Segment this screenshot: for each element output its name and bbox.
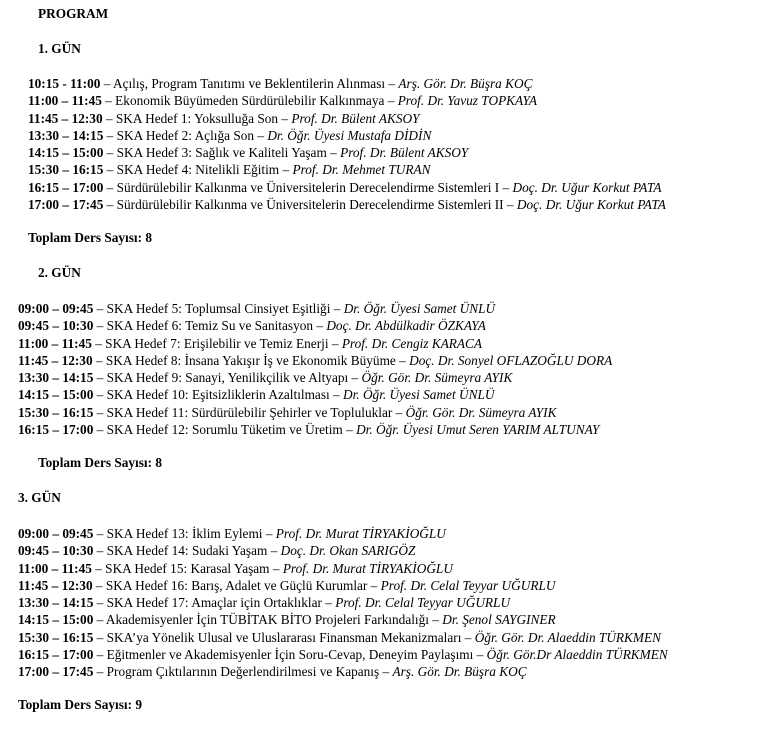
session-row [18,300,612,317]
session-separator: – [93,543,107,559]
session-instructor: Dr. Öğr. Üyesi Samet ÜNLÜ [343,301,496,316]
session-time: 15:30 – 16:15 [28,162,104,178]
session-topic: Eğitmenler ve Akademisyenler İçin Soru-Cevap, Deneyim Paylaşımı [106,647,474,663]
instructor-separator: – [432,612,443,628]
session-time: 13:30 – 14:15 [18,370,94,386]
session-separator: – [93,526,107,541]
session-instructor: Arş. Gör. Dr. Büşra KOÇ [392,664,527,680]
instructor-separator: – [326,145,341,161]
instructor-separator: – [348,370,362,386]
session-row [28,179,666,196]
session-separator: – [101,93,116,109]
session-topic: SKA Hedef 13: İklim Eylemi [106,526,263,541]
session-time: 16:15 – 17:00 [18,422,94,438]
session-time: 11:00 – 11:45 [28,93,102,109]
session-instructor: Dr. Öğr. Üyesi Umut Seren YARIM ALTUNAY [356,422,600,438]
session-instructor: Doç. Dr. Sonyel OFLAZOĞLU DORA [409,352,613,368]
session-instructor: Prof. Dr. Mehmet TURAN [292,162,431,178]
session-instructor: Öğr. Gör. Dr. Sümeyra AYIK [361,370,513,386]
session-topic: SKA Hedef 10: Eşitsizliklerin Azaltılması [106,387,330,403]
session-separator: – [93,387,107,403]
session-topic: Ekonomik Büyümeden Sürdürülebilir Kalkınmaya [115,93,385,109]
session-time: 09:00 – 09:45 [18,301,94,316]
session-row [18,663,668,680]
session-instructor: Öğr. Gör. Dr. Alaeddin TÜRKMEN [474,629,661,645]
session-separator: – [92,352,106,368]
session-topic: SKA Hedef 5: Toplumsal Cinsiyet Eşitliği [106,301,331,316]
session-topic: Program Çıktılarının Değerlendirilmesi ve Kapanış [106,664,380,680]
session-separator: – [93,664,107,680]
session-separator: – [93,595,107,611]
instructor-separator: – [313,318,327,334]
session-time: 15:30 – 16:15 [18,629,94,645]
session-topic: SKA Hedef 11: Sürdürülebilir Şehirler ve Topluluklar [106,404,393,420]
session-separator: – [91,560,106,576]
session-time: 11:45 – 12:30 [18,352,93,368]
session-time: 15:30 – 16:15 [18,404,94,420]
session-row [18,560,668,577]
session-row [18,629,668,646]
instructor-separator: – [262,526,276,541]
instructor-separator: – [503,197,517,213]
session-separator: – [93,370,107,386]
session-time: 09:00 – 09:45 [18,526,94,541]
session-instructor: Prof. Dr. Bülent AKSOY [340,145,469,161]
instructor-separator: – [254,127,268,143]
instructor-separator: – [395,352,410,368]
session-topic: SKA Hedef 17: Amaçlar için Ortaklıklar [106,595,322,611]
session-row [28,110,666,127]
session-topic: SKA Hedef 15: Karasal Yaşam [105,560,270,576]
session-separator: – [93,301,107,316]
session-instructor: Prof. Dr. Bülent AKSOY [291,110,420,126]
session-time: 14:15 – 15:00 [18,387,94,403]
session-separator: – [103,197,117,213]
session-time: 11:45 – 12:30 [28,110,103,126]
session-row [18,335,612,352]
session-row [28,92,666,109]
session-separator: – [93,647,107,663]
session-row [18,369,612,386]
day-3-sessions [18,525,668,681]
session-topic: SKA Hedef 6: Temiz Su ve Sanitasyon [106,318,314,334]
session-instructor: Prof. Dr. Celal Teyyar UĞURLU [380,577,556,593]
session-row [28,161,666,178]
instructor-separator: – [385,76,399,91]
session-row [28,144,666,161]
session-row [18,525,668,542]
instructor-separator: – [269,560,283,576]
session-separator: – [93,422,107,438]
session-time: 13:30 – 14:15 [28,127,104,143]
session-separator: – [103,145,117,161]
session-time: 13:30 – 14:15 [18,595,94,611]
session-topic: SKA Hedef 12: Sorumlu Tüketim ve Üretim [106,422,343,438]
instructor-separator: – [342,422,357,438]
session-instructor: Doç. Dr. Uğur Korkut PATA [512,179,662,195]
session-separator: – [92,577,106,593]
day-1-sessions [28,75,666,213]
session-separator: – [102,110,116,126]
instructor-separator: – [379,664,393,680]
session-topic: SKA Hedef 2: Açlığa Son [116,127,255,143]
session-instructor: Doç. Dr. Abdülkadir ÖZKAYA [326,318,486,334]
session-row [28,196,666,213]
session-separator: – [93,404,107,420]
session-row [28,75,666,92]
instructor-separator: – [329,387,343,403]
session-separator: – [93,629,107,645]
session-topic: Akademisyenler İçin TÜBİTAK BİTO Projeleri Farkındalığı [105,612,433,628]
session-separator: – [93,318,107,334]
session-instructor: Doç. Dr. Uğur Korkut PATA [516,197,666,213]
session-topic: SKA’ya Yönelik Ulusal ve Uluslararası Finansman Mekanizmaları [106,629,462,645]
session-time: 14:15 – 15:00 [18,612,94,628]
instructor-separator: – [279,162,293,178]
session-row [18,421,612,438]
session-time: 16:15 – 17:00 [18,647,94,663]
day-2-total: Toplam Ders Sayısı: 8 [38,455,162,470]
program-title: PROGRAM [38,6,109,21]
session-instructor: Prof. Dr. Yavuz TOPKAYA [397,93,538,109]
session-instructor: Öğr. Gör.Dr Alaeddin TÜRKMEN [486,647,668,663]
instructor-separator: – [499,179,513,195]
instructor-separator: – [278,110,292,126]
day-1-heading: 1. GÜN [38,41,81,56]
session-topic: SKA Hedef 16: Barış, Adalet ve Güçlü Kurumlar [105,577,368,593]
session-row [18,317,612,334]
session-separator: – [103,127,117,143]
session-separator: – [103,162,117,178]
day-1-total: Toplam Ders Sayısı: 8 [28,230,152,245]
day-3-heading: 3. GÜN [18,490,61,505]
instructor-separator: – [461,629,475,645]
session-time: 11:45 – 12:30 [18,577,93,593]
session-instructor: Dr. Öğr. Üyesi Mustafa DİDİN [267,127,432,143]
session-row [18,404,612,421]
instructor-separator: – [321,595,336,611]
instructor-separator: – [267,543,281,559]
session-topic: SKA Hedef 3: Sağlık ve Kaliteli Yaşam [116,145,327,161]
session-time: 11:00 – 11:45 [18,335,92,351]
day-2-heading: 2. GÜN [38,265,81,280]
session-time: 09:45 – 10:30 [18,318,94,334]
session-row [28,127,666,144]
session-instructor: Arş. Gör. Dr. Büşra KOÇ [398,76,533,91]
session-instructor: Prof. Dr. Cengiz KARACA [341,335,483,351]
session-instructor: Prof. Dr. Murat TİRYAKİOĞLU [282,560,453,576]
instructor-separator: – [328,335,342,351]
session-instructor: Doç. Dr. Okan SARIGÖZ [280,543,416,559]
session-topic: Sürdürülebilir Kalkınma ve Üniversitelerin Derecelendirme Sistemleri I [116,179,500,195]
instructor-separator: – [384,93,398,109]
session-row [18,594,668,611]
session-row [18,577,668,594]
session-separator: – [100,76,113,91]
instructor-separator: – [392,404,406,420]
session-row [18,352,612,369]
session-row [18,542,668,559]
session-instructor: Dr. Öğr. Üyesi Samet ÜNLÜ [343,387,495,403]
session-time: 11:00 – 11:45 [18,560,92,576]
session-topic: Sürdürülebilir Kalkınma ve Üniversitelerin Derecelendirme Sistemleri II [116,197,504,213]
session-time: 17:00 – 17:45 [18,664,94,680]
session-separator: – [103,179,117,195]
session-topic: SKA Hedef 1: Yoksulluğa Son [115,110,279,126]
session-time: 10:15 - 11:00 [28,76,101,91]
session-instructor: Prof. Dr. Murat TİRYAKİOĞLU [275,526,446,541]
session-separator: – [91,335,106,351]
instructor-separator: – [330,301,344,316]
session-topic: SKA Hedef 4: Nitelikli Eğitim [116,162,280,178]
session-row [18,646,668,663]
day-2-sessions [18,300,612,438]
session-instructor: Prof. Dr. Celal Teyyar UĞURLU [335,595,511,611]
session-topic: SKA Hedef 14: Sudaki Yaşam [106,543,268,559]
session-time: 17:00 – 17:45 [28,197,104,213]
session-row [18,611,668,628]
session-row [18,386,612,403]
session-topic: Açılış, Program Tanıtımı ve Beklentilerin Alınması [112,76,386,91]
session-separator: – [93,612,106,628]
session-topic: SKA Hedef 7: Erişilebilir ve Temiz Enerji [105,335,329,351]
session-time: 16:15 – 17:00 [28,179,104,195]
session-topic: SKA Hedef 9: Sanayi, Yenilikçilik ve Altyapı [106,370,349,386]
instructor-separator: – [367,577,381,593]
session-topic: SKA Hedef 8: İnsana Yakışır İş ve Ekonomik Büyüme [105,352,396,368]
session-instructor: Öğr. Gör. Dr. Sümeyra AYIK [405,404,557,420]
day-3-total: Toplam Ders Sayısı: 9 [18,697,142,712]
session-instructor: Dr. Şenol SAYGINER [442,612,556,628]
session-time: 14:15 – 15:00 [28,145,104,161]
session-time: 09:45 – 10:30 [18,543,94,559]
instructor-separator: – [473,647,487,663]
